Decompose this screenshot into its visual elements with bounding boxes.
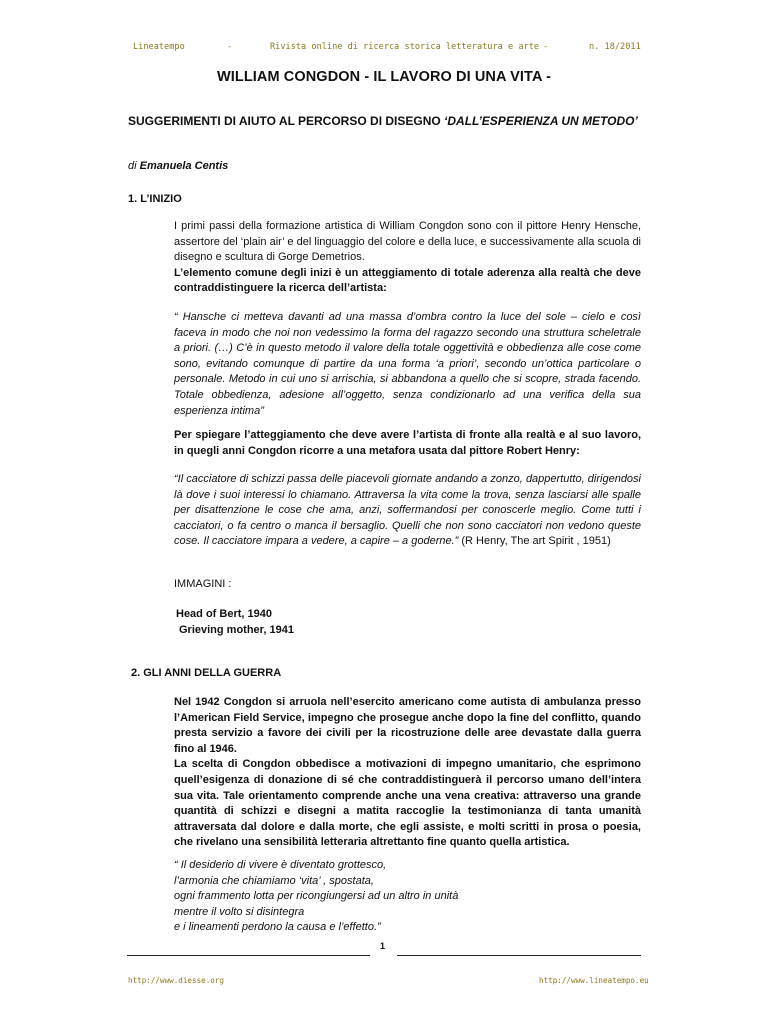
poem-line: ogni frammento lotta per ricongiungersi ad un altro in unità	[174, 890, 459, 903]
images-label: IMMAGINI :	[174, 578, 232, 590]
footer-link-lineatempo[interactable]: http://www.lineatempo.eu	[539, 976, 649, 985]
image-title: Head of Bert, 1940	[176, 608, 272, 620]
quote-henry-citation: (R Henry, The art Spirit , 1951)	[458, 535, 611, 548]
header-journal-description: Rivista online di ricerca storica letteratura e arte	[270, 42, 540, 52]
quote-henry-text: “Il cacciatore di schizzi passa delle piacevoli giornate andando a zonzo, dappertutto, dirigendosi là dove i suoi interessi lo chiamano. Attraversa la vita come la trova, senza lasciarsi alle spalle per disattenzione le cose che ama, anzi, soffermandosi per conoscerle meglio. Come tutti i cacciatori, o fa centro o manca il bersaglio. Quelli che non sono cacciatori non vedono queste cose. Il cacciatore impara a vedere, a capire – a goderne.”	[174, 473, 641, 548]
section2-body	[174, 695, 641, 851]
poem-line: l’armonia che chiamiamo ‘vita’ , spostata,	[174, 874, 374, 887]
author-name: Emanuela Centis	[139, 160, 229, 172]
footer-rule-right	[397, 955, 641, 956]
poem-line: e i lineamenti perdono la causa e l’effetto.”	[174, 921, 381, 934]
images-list	[176, 607, 294, 638]
paragraph-bold: Nel 1942 Congdon si arruola nell’esercito americano come autista di ambulanza presso l’American Field Service, impegno che prosegue anche dopo la fine del conflitto, quando presta servizio a favore dei civili per la ricostruzione delle aree devastate dalla guerra fino al 1946.	[174, 696, 641, 755]
header-journal-name: Lineatempo	[133, 42, 185, 52]
subtitle	[128, 112, 642, 131]
author-line	[128, 160, 228, 172]
page-number: 1	[380, 941, 386, 951]
footer-rule-left	[127, 955, 370, 956]
header-separator: -	[227, 42, 233, 52]
quote-henry	[174, 472, 641, 550]
quote-hensche: “ Hansche ci metteva davanti ad una massa d’ombra contro la luce del sole – cielo e così faceva in modo che noi non vedessimo la forma del ragazzo secondo una struttura scheletrale a priori. (…) C’è in questo metodo il valore della totale oggettività e obbedienza alle cose come sono, evitando comunque di partire da una forma ‘a priori’, secondo un’ottica particolare o personale. Metodo in cui uno si arrischia, si abbandona a quello che si scopre, strada facendo. Totale obbedienza, adesione all’oggetto, senza condizionarlo ad una verifica della sua esperienza intima”	[174, 311, 641, 417]
paragraph: I primi passi della formazione artistica di William Congdon sono con il pittore Henry Hensche, assertore del ‘plain air’ e del linguaggio del colore e della luce, e successivamente alla scuola di disegno e scultura di Gorge Demetrios.	[174, 220, 641, 264]
section1-intro	[174, 219, 641, 297]
paragraph-bold: La scelta di Congdon obbedisce a motivazioni di impegno umanitario, che esprimono quell’esigenza di donazione di sé che contraddistinguerà il percorso umano dell’intera sua vita. Tale orientamento comprende anche una vena creativa: attraverso una grande quantità di schizzi e disegni a matita raccoglie la testimonianza di tanta umanità attraversata dal dolore e dalla morte, che egli assiste, e molti scritti in prosa o poesia, che rivelano una sensibilità letteraria altrettanto fine quanto quella artistica.	[174, 758, 641, 849]
section-heading-2: 2. GLI ANNI DELLA GUERRA	[131, 667, 282, 679]
page-title: WILLIAM CONGDON - IL LAVORO DI UNA VITA -	[216, 69, 552, 85]
section-heading-1: 1. L’INIZIO	[128, 193, 182, 205]
subtitle-italic: ‘DALL’ESPERIENZA UN METODO’	[444, 114, 638, 128]
paragraph-bold: L’elemento comune degli inizi è un atteggiamento di totale aderenza alla realtà che deve contraddistinguere la ricerca dell’artista:	[174, 266, 641, 295]
subtitle-main: SUGGERIMENTI DI AIUTO AL PERCORSO DI DISEGNO	[128, 114, 445, 128]
footer-link-diesse[interactable]: http://www.diesse.org	[128, 976, 225, 985]
image-title: Grieving mother, 1941	[179, 623, 294, 636]
poem-line: mentre il volto si disintegra	[174, 905, 305, 918]
poem-line: “ Il desiderio di vivere è diventato grottesco,	[174, 859, 387, 871]
header-issue-number: n. 18/2011	[589, 42, 641, 52]
poem-quote	[174, 858, 641, 936]
paragraph-robert-henry: Per spiegare l’atteggiamento che deve avere l’artista di fronte alla realtà e al suo lavoro, in quegli anni Congdon ricorre a una metafora usata dal pittore Robert Henry:	[174, 429, 641, 457]
author-prefix: di	[128, 160, 140, 172]
header-separator: -	[543, 42, 549, 52]
